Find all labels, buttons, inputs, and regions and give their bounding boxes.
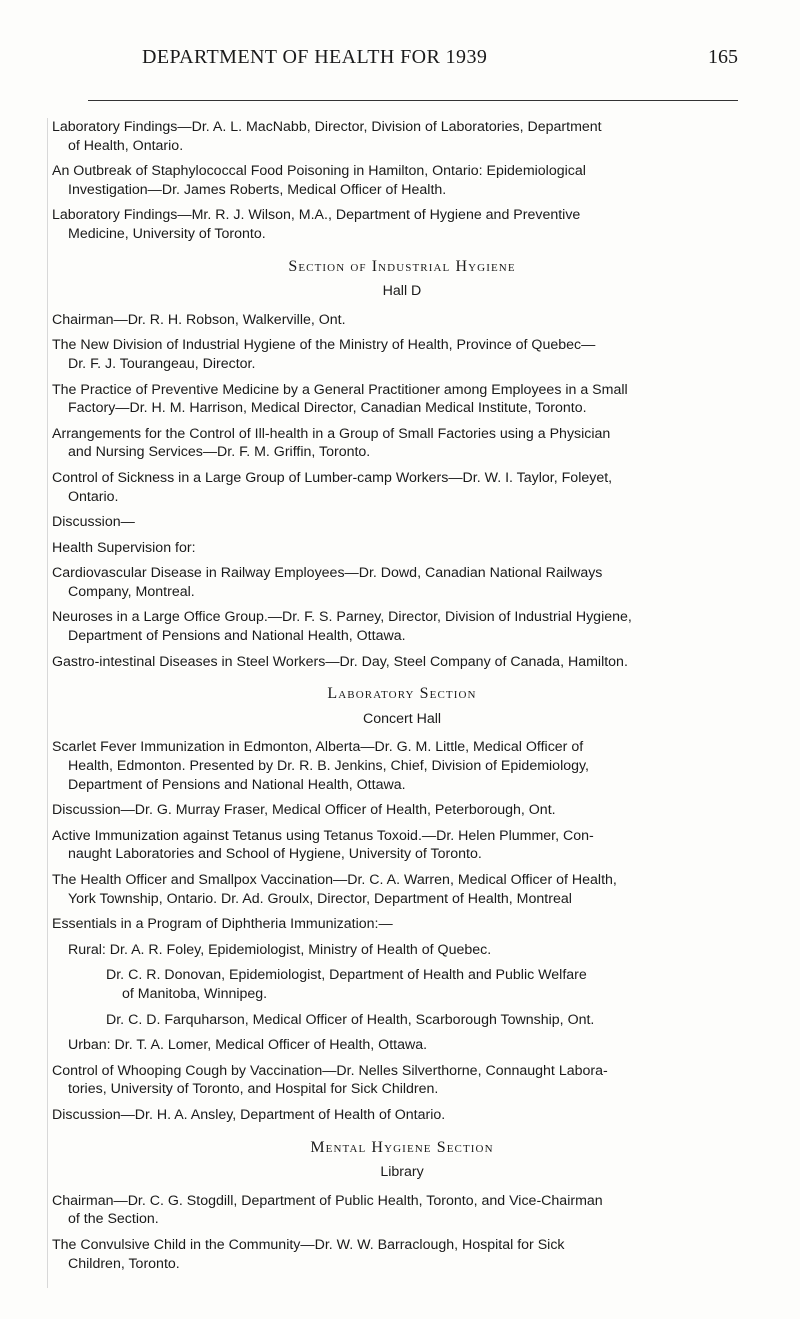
entry-whooping-cough: Control of Whooping Cough by Vaccination—Dr. Nelles Silverthorne, Connaught Labora- tories, University of Toronto, and Hospital for Sick Children. [52, 1062, 608, 1098]
section-heading-laboratory: Laboratory Section [327, 685, 477, 703]
page-body [52, 118, 772, 1308]
entry-preventive-medicine-factory: The Practice of Preventive Medicine by a General Practitioner among Employees in a Small Factory—Dr. H. M. Harrison, Medical Director, Canadian Medical Institute, Toronto. [52, 381, 628, 417]
entry-smallpox: The Health Officer and Smallpox Vaccination—Dr. C. A. Warren, Medical Officer of Health, York Township, Ontario. Dr. Ad. Groulx, Director, Department of Health, Montreal [52, 872, 617, 907]
section-location: Hall D [382, 283, 422, 300]
entry-scarlet-fever: Scarlet Fever Immunization in Edmonton, Alberta—Dr. G. M. Little, Medical Officer of Health, Edmonton. Presented by Dr. R. B. Jenkins, Chief, Division of Epidemiology, Department of Pensions and National Health, Ottawa. [52, 739, 589, 793]
entry-farquharson: Dr. C. D. Farquharson, Medical Officer of Health, Scarborough Township, Ont. [106, 1011, 595, 1028]
header-rule [88, 100, 738, 101]
entry-laboratory-findings-macnabb: Laboratory Findings—Dr. A. L. MacNabb, Director, Division of Laboratories, Department of Health, Ontario. [52, 119, 602, 154]
entry-laboratory-findings-wilson: Laboratory Findings—Mr. R. J. Wilson, M.A., Department of Hygiene and Preventive Medicine, University of Toronto. [52, 207, 581, 242]
entry-lumber-camp: Control of Sickness in a Large Group of Lumber-camp Workers—Dr. W. I. Taylor, Foleyet, Ontario. [52, 469, 613, 505]
entry-ill-health-control: Arrangements for the Control of Ill-health in a Group of Small Factories using a Physician and Nursing Services—Dr. F. M. Griffin, Toronto. [52, 425, 611, 461]
entry-urban-lomer: Urban: Dr. T. A. Lomer, Medical Officer of Health, Ottawa. [68, 1037, 428, 1054]
entry-tetanus: Active Immunization against Tetanus using Tetanus Toxoid.—Dr. Helen Plummer, Con- naught Laboratories and School of Hygiene, University of Toronto. [52, 827, 594, 863]
entry-staphylococcal-outbreak: An Outbreak of Staphylococcal Food Poisoning in Hamilton, Ontario: Epidemiological Investigation—Dr. James Roberts, Medical Officer of Health. [52, 163, 586, 198]
entry-donovan: Dr. C. R. Donovan, Epidemiologist, Department of Health and Public Welfare of Manitoba, Winnipeg. [106, 967, 587, 1002]
entry-discussion-ansley: Discussion—Dr. H. A. Ansley, Department of Health of Ontario. [52, 1106, 446, 1123]
entry-cardiovascular: Cardiovascular Disease in Railway Employees—Dr. Dowd, Canadian National Railways Company, Montreal. [52, 565, 603, 600]
entry-discussion: Discussion— [52, 514, 135, 531]
entry-gastro-intestinal: Gastro-intestinal Diseases in Steel Workers—Dr. Day, Steel Company of Canada, Hamilton. [52, 653, 628, 670]
entry-neuroses: Neuroses in a Large Office Group.—Dr. F. S. Parney, Director, Division of Industrial Hygiene, Department of Pensions and National Health, Ottawa. [52, 609, 632, 645]
entry-quebec-division: The New Division of Industrial Hygiene of the Ministry of Health, Province of Quebec— Dr. F. J. Tourangeau, Director. [52, 337, 596, 372]
running-header [88, 46, 740, 72]
entry-rural-foley: Rural: Dr. A. R. Foley, Epidemiologist, Ministry of Health of Quebec. [68, 941, 492, 958]
section-heading-mental-hygiene: Mental Hygiene Section [310, 1138, 494, 1156]
entry-diphtheria: Essentials in a Program of Diphtheria Immunization:— [52, 916, 393, 933]
entry-convulsive-child: The Convulsive Child in the Community—Dr. W. W. Barraclough, Hospital for Sick Children, Toronto. [52, 1236, 565, 1272]
running-title: DEPARTMENT OF HEALTH FOR 1939 [142, 46, 488, 68]
entries-flow [52, 118, 772, 1280]
binding-shadow [47, 118, 48, 1288]
entry-chairman-robson: Chairman—Dr. R. H. Robson, Walkerville, Ont. [52, 311, 346, 328]
entry-chairman-stogdill: Chairman—Dr. C. G. Stogdill, Department of Public Health, Toronto, and Vice-Chairman of the Section. [52, 1192, 603, 1228]
entry-health-supervision: Health Supervision for: [52, 539, 196, 556]
section-heading-industrial-hygiene: Section of Industrial Hygiene [288, 257, 516, 275]
section-location: Concert Hall [362, 710, 442, 727]
page-number: 165 [708, 46, 738, 68]
entry-discussion-fraser: Discussion—Dr. G. Murray Fraser, Medical Officer of Health, Peterborough, Ont. [52, 802, 556, 819]
section-location: Library [380, 1164, 424, 1181]
